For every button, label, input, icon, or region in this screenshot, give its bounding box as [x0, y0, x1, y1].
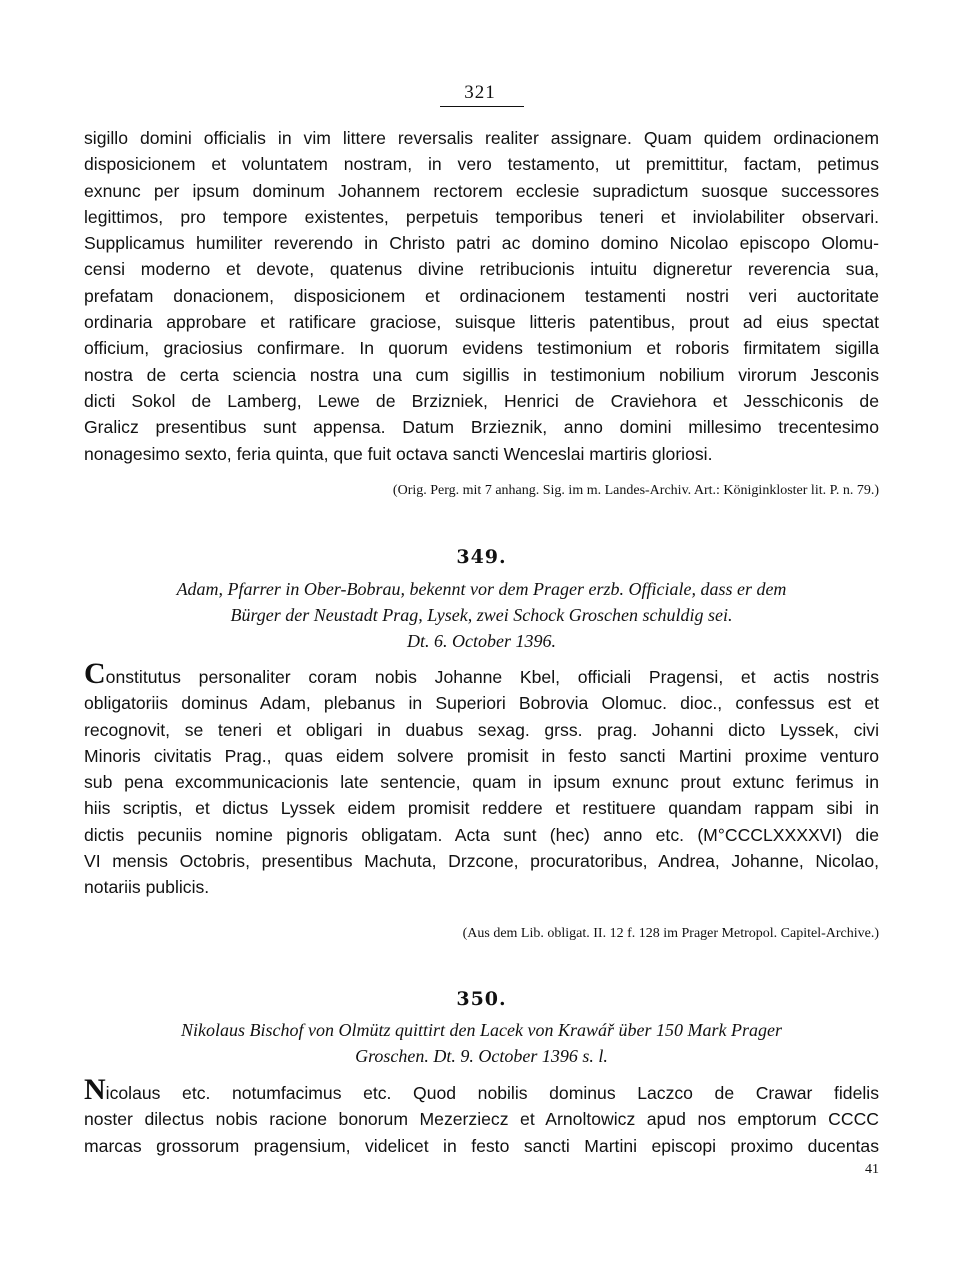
regest-line: Adam, Pfarrer in Ober-Bobrau, bekennt vor dem Prager erzb. Officiale, dass er dem [176, 579, 787, 599]
source-note: (Orig. Perg. mit 7 anhang. Sig. im m. Landes-Archiv. Art.: Königinkloster lit. P. n. 79.) [392, 483, 879, 498]
text-line: sub pena excommunicacionis late sentencie, quam in ipsum exnunc prout extunc ferimus in [84, 772, 879, 793]
text-line: legittimos, pro tempore existentes, perpetuis temporibus teneri et inviolabiliter observari. [84, 206, 879, 227]
document-body [84, 1073, 879, 1159]
text-line: disposicionem et voluntatem nostram, in vero testamento, ut premittitur, factam, petimus [84, 154, 879, 175]
document-number: 349. [456, 546, 507, 568]
text-line: notariis publicis. [84, 877, 210, 898]
page-number: 321 [464, 82, 496, 103]
text-line: marcas grossorum pragensium, videlicet in festo sancti Martini episcopi proximo ducentas [84, 1135, 879, 1156]
regest-date: Dt. 6. October 1396. [407, 631, 556, 651]
regest-line: Groschen. Dt. 9. October 1396 s. l. [355, 1046, 608, 1066]
document-number: 350. [456, 988, 507, 1010]
text-line: Supplicamus humiliter reverendo in Christo patri ac domino domino Nicolao episcopo Olomu- [84, 233, 879, 254]
text-line: sigillo domini officialis in vim littere reversalis realiter assignare. Quam quidem ordinacionem [84, 128, 879, 148]
text-line: officium, graciosius confirmare. In quorum evidens testimonium et roboris firmitatem sigilla [84, 338, 879, 359]
regest-line: Bürger der Neustadt Prag, Lysek, zwei Schock Groschen schuldig sei. [230, 605, 733, 625]
text-line: nonagesimo sexto, feria quinta, que fuit octava sancti Wenceslai martiris gloriosi. [84, 443, 713, 464]
text-line: dicti Sokol de Lamberg, Lewe de Brzizniek, Henrici de Craviehora et Jesschiconis de [84, 390, 879, 411]
document-body [84, 657, 879, 901]
first-line-text: onstitutus personaliter coram nobis Johanne Kbel, officiali Pragensi, et actis nostris [105, 667, 879, 687]
regest-line: Nikolaus Bischof von Olmütz quittirt den Lacek von Krawář über 150 Mark Prager [181, 1020, 782, 1040]
initial-letter: C [84, 657, 106, 690]
text-line: VI mensis Octobris, presentibus Machuta, Drzcone, procuratoribus, Andrea, Johanne, Nicolao, [84, 851, 879, 872]
first-line-text: icolaus etc. notumfacimus etc. Quod nobilis dominus Laczco de Crawar fidelis [105, 1083, 879, 1103]
text-line: ordinaria approbare et ratificare graciose, suisque litteris patentibus, prout ad eius spectat [84, 312, 879, 333]
source-note: (Aus dem Lib. obligat. II. 12 f. 128 im Prager Metropol. Capitel-Archive.) [462, 926, 879, 941]
text-line: recognovit, se teneri et obligari in duabus sexag. grss. prag. Johanni dicto Lyssek, civi [84, 719, 879, 740]
regest [84, 576, 879, 654]
text-line: hiis scriptis, et dictus Lyssek eidem promisit reddere et restituere quandam rappam sibi in [84, 798, 879, 819]
text-line: nostra de certa sciencia nostra una cum sigillis in testimonium nobilium virorum Jesconis [84, 364, 879, 385]
text-line: Minoris civitatis Prag., quas eidem solvere promisit in festo sancti Martini proxime venturo [84, 745, 879, 766]
first-line [84, 657, 879, 690]
text-line: noster dilectus nobis racione bonorum Mezerziecz et Arnoltowicz apud nos emptorum CCCC [84, 1109, 879, 1130]
initial-letter: N [84, 1073, 106, 1106]
continuation-paragraph [84, 125, 879, 467]
text-line: censi moderno et devote, quatenus divine retribucionis intuitu digneretur reverencia sua, [84, 259, 879, 280]
text-line: obligatoriis dominus Adam, plebanus in Superiori Bobrovia Olomuc. dioc., confessus est et [84, 693, 879, 714]
sheet-number: 41 [865, 1162, 879, 1177]
text-line: dictis pecuniis nomine pignoris obligatam. Acta sunt (hec) anno etc. (M°CCCLXXXXVI) die [84, 824, 879, 845]
page-number-rule [440, 106, 524, 107]
text-line: prefatam donacionem, disposicionem et ordinacionem testamenti nostri veri auctoritate [84, 285, 879, 306]
text-line: exnunc per ipsum dominum Johannem rectorem ecclesie supradictum suosque successores [84, 180, 879, 201]
text-line: Gralicz presentibus sunt appensa. Datum Brzieznik, anno domini millesimo trecentesimo [84, 417, 879, 438]
regest [84, 1017, 879, 1069]
first-line [84, 1073, 879, 1106]
